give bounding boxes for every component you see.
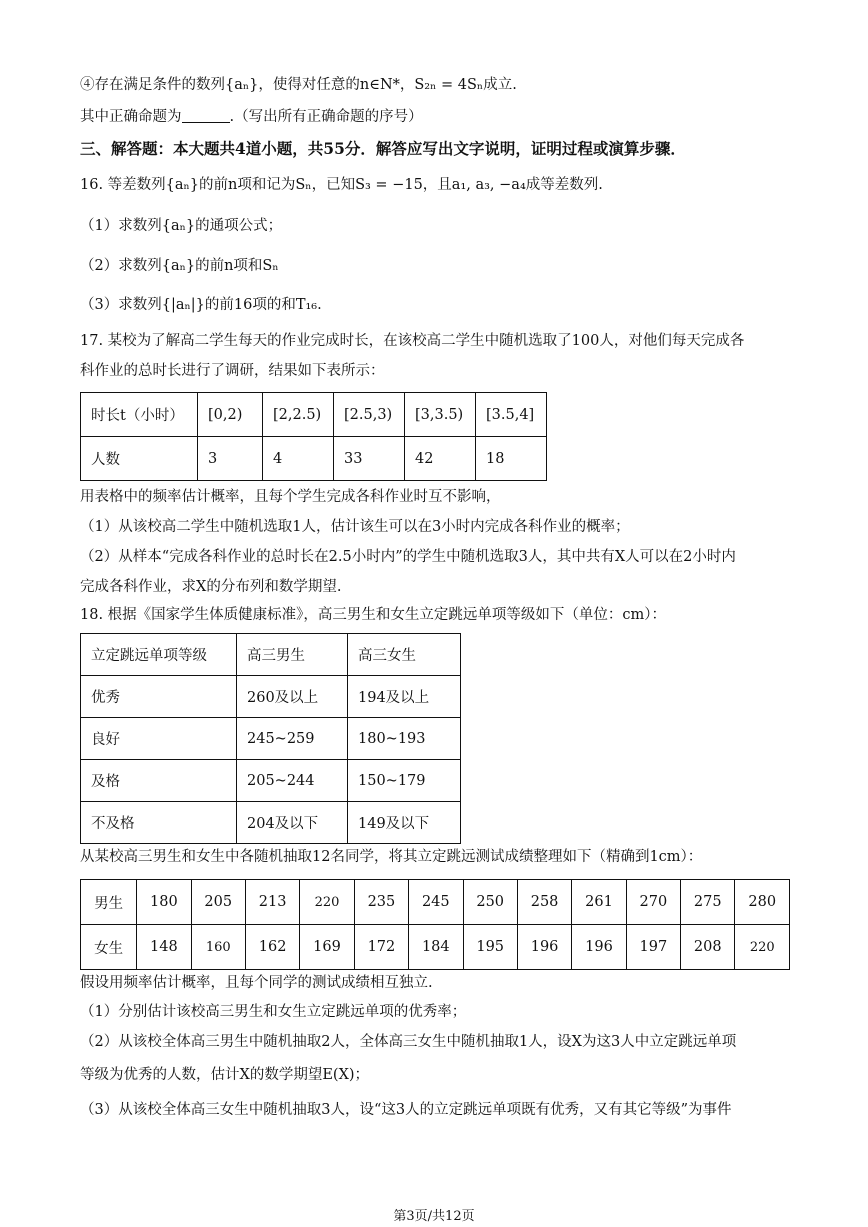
table-cell: 人数 xyxy=(81,437,198,481)
q18-part-1: （1）分别估计该校高三男生和女生立定跳远单项的优秀率； xyxy=(80,1004,467,1020)
answer-prefix: 其中正确命题为 xyxy=(80,109,182,125)
q17-after-table: 用表格中的频率估计概率，且每个学生完成各科作业时互不影响， xyxy=(80,489,501,505)
q18-part-2b: 等级为优秀的人数，估计X的数学期望E(X)； xyxy=(80,1067,370,1083)
table-cell: [3.5,4] xyxy=(476,393,547,437)
table-cell: 男生 xyxy=(81,880,137,925)
table-cell: 205~244 xyxy=(237,760,348,802)
table-cell: 及格 xyxy=(81,760,237,802)
table-cell: 不及格 xyxy=(81,802,237,844)
table-cell: 220 xyxy=(735,925,790,970)
table-cell: 196 xyxy=(517,925,571,970)
table-cell: [0,2) xyxy=(198,393,263,437)
table-cell: 195 xyxy=(463,925,517,970)
q16-part-3: （3）求数列{|aₙ|}的前16项的和T₁₆. xyxy=(80,297,322,313)
table-cell: 235 xyxy=(354,880,408,925)
table-cell: 261 xyxy=(572,880,626,925)
table-cell: 275 xyxy=(681,880,735,925)
table-cell: 245 xyxy=(409,880,463,925)
prev-item-4: ④存在满足条件的数列{aₙ}，使得对任意的n∈N*，S₂ₙ = 4Sₙ成立. xyxy=(80,77,517,93)
q17-stem-2: 科作业的总时长进行了调研，结果如下表所示： xyxy=(80,363,385,379)
table-cell: 4 xyxy=(263,437,334,481)
table-cell: 148 xyxy=(137,925,191,970)
table-cell: 女生 xyxy=(81,925,137,970)
section-3-heading: 三、解答题：本大题共4道小题，共55分．解答应写出文字说明，证明过程或演算步骤． xyxy=(80,139,686,158)
table-cell: 213 xyxy=(245,880,299,925)
table-cell: 高三女生 xyxy=(348,634,461,676)
table-cell: 270 xyxy=(626,880,680,925)
table-cell: 时长t（小时） xyxy=(81,393,198,437)
table-cell: 3 xyxy=(198,437,263,481)
table-cell: 245~259 xyxy=(237,718,348,760)
table-cell: 204及以下 xyxy=(237,802,348,844)
table-cell: 280 xyxy=(735,880,790,925)
q18-assumption: 假设用频率估计概率，且每个同学的测试成绩相互独立. xyxy=(80,975,433,991)
q17-part-2b: 完成各科作业，求X的分布列和数学期望. xyxy=(80,579,342,595)
table-cell: 197 xyxy=(626,925,680,970)
table-cell: 194及以上 xyxy=(348,676,461,718)
table-cell: 258 xyxy=(517,880,571,925)
q18-stem: 18. 根据《国家学生体质健康标准》，高三男生和女生立定跳远单项等级如下（单位：cm）： xyxy=(80,607,667,623)
q17-stem-1: 17. 某校为了解高二学生每天的作业完成时长，在该校高二学生中随机选取了100人，对他们每天完成各 xyxy=(80,333,745,349)
table-cell: 149及以下 xyxy=(348,802,461,844)
q17-part-1: （1）从该校高二学生中随机选取1人，估计该生可以在3小时内完成各科作业的概率； xyxy=(80,519,630,535)
table-cell: [2.5,3) xyxy=(334,393,405,437)
table-cell: 205 xyxy=(191,880,245,925)
table-cell: 180~193 xyxy=(348,718,461,760)
table-row xyxy=(81,676,461,718)
table-cell: 立定跳远单项等级 xyxy=(81,634,237,676)
q16-part-1: （1）求数列{aₙ}的通项公式； xyxy=(80,218,283,234)
table-row xyxy=(81,760,461,802)
table-cell: 250 xyxy=(463,880,517,925)
table-cell: 196 xyxy=(572,925,626,970)
q16-part-2: （2）求数列{aₙ}的前n项和Sₙ xyxy=(80,258,279,274)
table-cell: 高三男生 xyxy=(237,634,348,676)
table-row xyxy=(81,393,547,437)
q17-time-table xyxy=(80,392,547,481)
table-row xyxy=(81,802,461,844)
page-footer: 第3页/共12页 xyxy=(393,1209,475,1224)
table-cell: 18 xyxy=(476,437,547,481)
table-cell: [2,2.5) xyxy=(263,393,334,437)
table-cell: 180 xyxy=(137,880,191,925)
table-cell: [3,3.5) xyxy=(405,393,476,437)
table-cell: 172 xyxy=(354,925,408,970)
table-row xyxy=(81,925,790,970)
table-cell: 184 xyxy=(409,925,463,970)
table-cell: 160 xyxy=(191,925,245,970)
answer-blank xyxy=(182,108,230,123)
answer-suffix: .（写出所有正确命题的序号） xyxy=(229,109,423,125)
table-cell: 良好 xyxy=(81,718,237,760)
table-row xyxy=(81,437,547,481)
table-cell: 优秀 xyxy=(81,676,237,718)
table-row xyxy=(81,634,461,676)
q18-scores-table xyxy=(80,879,790,970)
table-cell: 150~179 xyxy=(348,760,461,802)
answer-line xyxy=(80,106,808,128)
table-row xyxy=(81,718,461,760)
table-cell: 208 xyxy=(681,925,735,970)
table-cell: 260及以上 xyxy=(237,676,348,718)
q18-part-2a: （2）从该校全体高三男生中随机抽取2人，全体高三女生中随机抽取1人，设X为这3人中立定跳远单项 xyxy=(80,1034,737,1050)
q18-part-3: （3）从该校全体高三女生中随机抽取3人，设“这3人的立定跳远单项既有优秀，又有其它等级”为事件 xyxy=(80,1102,732,1118)
table-cell: 162 xyxy=(245,925,299,970)
q18-grade-table xyxy=(80,633,461,844)
table-row xyxy=(81,880,790,925)
q18-sample-text: 从某校高三男生和女生中各随机抽取12名同学，将其立定跳远测试成绩整理如下（精确到1cm）： xyxy=(80,849,703,865)
q17-part-2a: （2）从样本“完成各科作业的总时长在2.5小时内”的学生中随机选取3人，其中共有X人可以在2小时内 xyxy=(80,549,736,565)
table-cell: 42 xyxy=(405,437,476,481)
table-cell: 169 xyxy=(300,925,354,970)
table-cell: 220 xyxy=(300,880,354,925)
table-cell: 33 xyxy=(334,437,405,481)
q16-stem: 16. 等差数列{aₙ}的前n项和记为Sₙ，已知S₃ = −15，且a₁, a₃, −a₄成等差数列. xyxy=(80,177,603,193)
